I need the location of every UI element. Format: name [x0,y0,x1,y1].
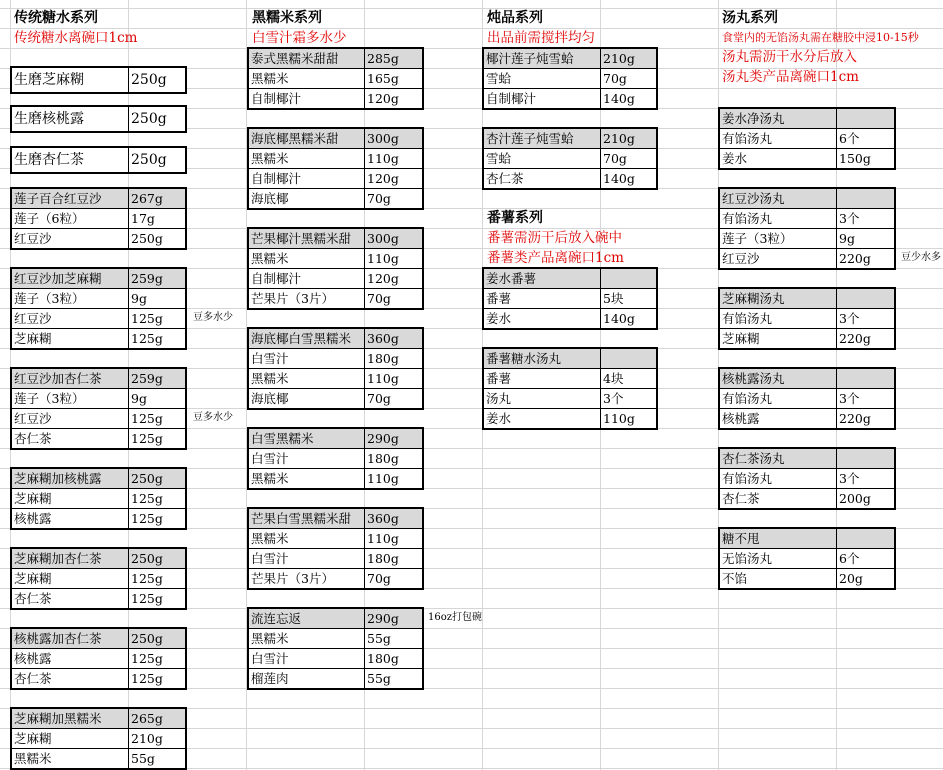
recipe-durian-black-rice: 流连忘返 290g 黑糯米 55g 白雪汁 180g 榴莲肉 55g [247,607,424,690]
side-note: 豆多水少 [193,412,233,423]
recipe-sesame-almond: 芝麻糊加杏仁茶 250g 芝麻糊 125g 杏仁茶 125g [10,547,187,610]
side-note: 豆少水多 [901,252,941,263]
side-note: 16oz打包碗 [428,612,483,623]
recipe-sesame-blackrice: 芝麻糊加黑糯米 265g 芝麻糊 210g 黑糯米 55g [10,707,187,770]
recipe-sesame-tangyuan: 芝麻糊汤丸 有馅汤丸 3个 芝麻糊 220g [718,287,896,350]
recipe-mango-snow-black-rice: 芒果白雪黑糯米甜 360g 黑糯米 110g 白雪汁 180g 芒果片（3片） 70g [247,507,424,590]
black-rice-note: 白雪汁霜多水少 [252,30,347,46]
recipe-coconut-lotus-snowfrog: 椰汁莲子炖雪蛤 210g 雪蛤 70g 自制椰汁 140g [482,47,658,110]
recipe-thai-black-rice: 泰式黑糯米甜甜 285g 黑糯米 165g 自制椰汁 120g [247,47,424,110]
recipe-redbean-sesame: 红豆沙加芝麻糊 259g 莲子（3粒） 9g 红豆沙 125g 芝麻糊 125g [10,267,187,350]
sweet-potato-series-title: 番薯系列 [487,210,543,226]
recipe-almond-lotus-snowfrog: 杏汁莲子炖雪蛤 210g 雪蛤 70g 杏仁茶 140g [482,127,658,190]
recipe-ginger-tangyuan: 姜水净汤丸 有馅汤丸 6个 姜水 150g [718,107,896,170]
recipe-sweet-potato-tangyuan: 番薯糖水汤丸 番薯 4块 汤丸 3个 姜水 110g [482,347,658,430]
tangyuan-note-1: 食堂内的无馅汤丸需在糖胶中浸10-15秒 [722,31,919,44]
recipe-snow-black-rice: 白雪黑糯米 290g 白雪汁 180g 黑糯米 110g [247,427,424,490]
sweet-potato-note-2: 番薯类产品离碗口1cm [487,250,624,266]
sweet-potato-note-1: 番薯需沥干后放入碗中 [487,230,622,246]
recipe-ginger-sweet-potato: 姜水番薯 番薯 5块 姜水 140g [482,267,658,330]
stew-series-title: 炖品系列 [487,10,543,26]
traditional-note: 传统糖水离碗口1cm [14,30,138,46]
recipe-lotus-lily-redbean: 莲子百合红豆沙 267g 莲子（6粒） 17g 红豆沙 250g [10,187,187,250]
recipe-walnut-almond: 核桃露加杏仁茶 250g 核桃露 125g 杏仁茶 125g [10,627,187,690]
traditional-series-title: 传统糖水系列 [14,10,98,26]
recipe-sesame-paste: 生磨芝麻糊 250g [10,66,187,94]
recipe-coconut-black-rice: 海底椰黑糯米甜 300g 黑糯米 110g 自制椰汁 120g 海底椰 70g [247,127,424,210]
recipe-almond-tangyuan: 杏仁茶汤丸 有馅汤丸 3个 杏仁茶 200g [718,447,896,510]
tangyuan-note-3: 汤丸类产品离碗口1cm [722,69,859,85]
recipe-tangbushuai: 糖不甩 无馅汤丸 6个 不馅 20g [718,527,896,590]
recipe-coconut-snow-black-rice: 海底椰白雪黑糯米 360g 白雪汁 180g 黑糯米 110g 海底椰 70g [247,327,424,410]
recipe-redbean-almond: 红豆沙加杏仁茶 259g 莲子（3粒） 9g 红豆沙 125g 杏仁茶 125g [10,367,187,450]
recipe-redbean-tangyuan: 红豆沙汤丸 有馅汤丸 3个 莲子（3粒） 9g 红豆沙 220g [718,187,896,270]
recipe-walnut-cream: 生磨核桃露 250g [10,105,187,133]
stew-note: 出品前需搅拌均匀 [487,30,595,46]
tangyuan-series-title: 汤丸系列 [722,10,778,26]
recipe-sesame-walnut: 芝麻糊加核桃露 250g 芝麻糊 125g 核桃露 125g [10,467,187,530]
side-note: 豆多水少 [193,312,233,323]
black-rice-series-title: 黑糯米系列 [252,10,322,26]
recipe-walnut-tangyuan: 核桃露汤丸 有馅汤丸 3个 核桃露 220g [718,367,896,430]
recipe-mango-coconut-black-rice: 芒果椰汁黑糯米甜 300g 黑糯米 110g 自制椰汁 120g 芒果片（3片） 70g [247,227,424,310]
recipe-almond-tea: 生磨杏仁茶 250g [10,146,187,174]
tangyuan-note-2: 汤丸需沥干水分后放入 [722,49,857,65]
